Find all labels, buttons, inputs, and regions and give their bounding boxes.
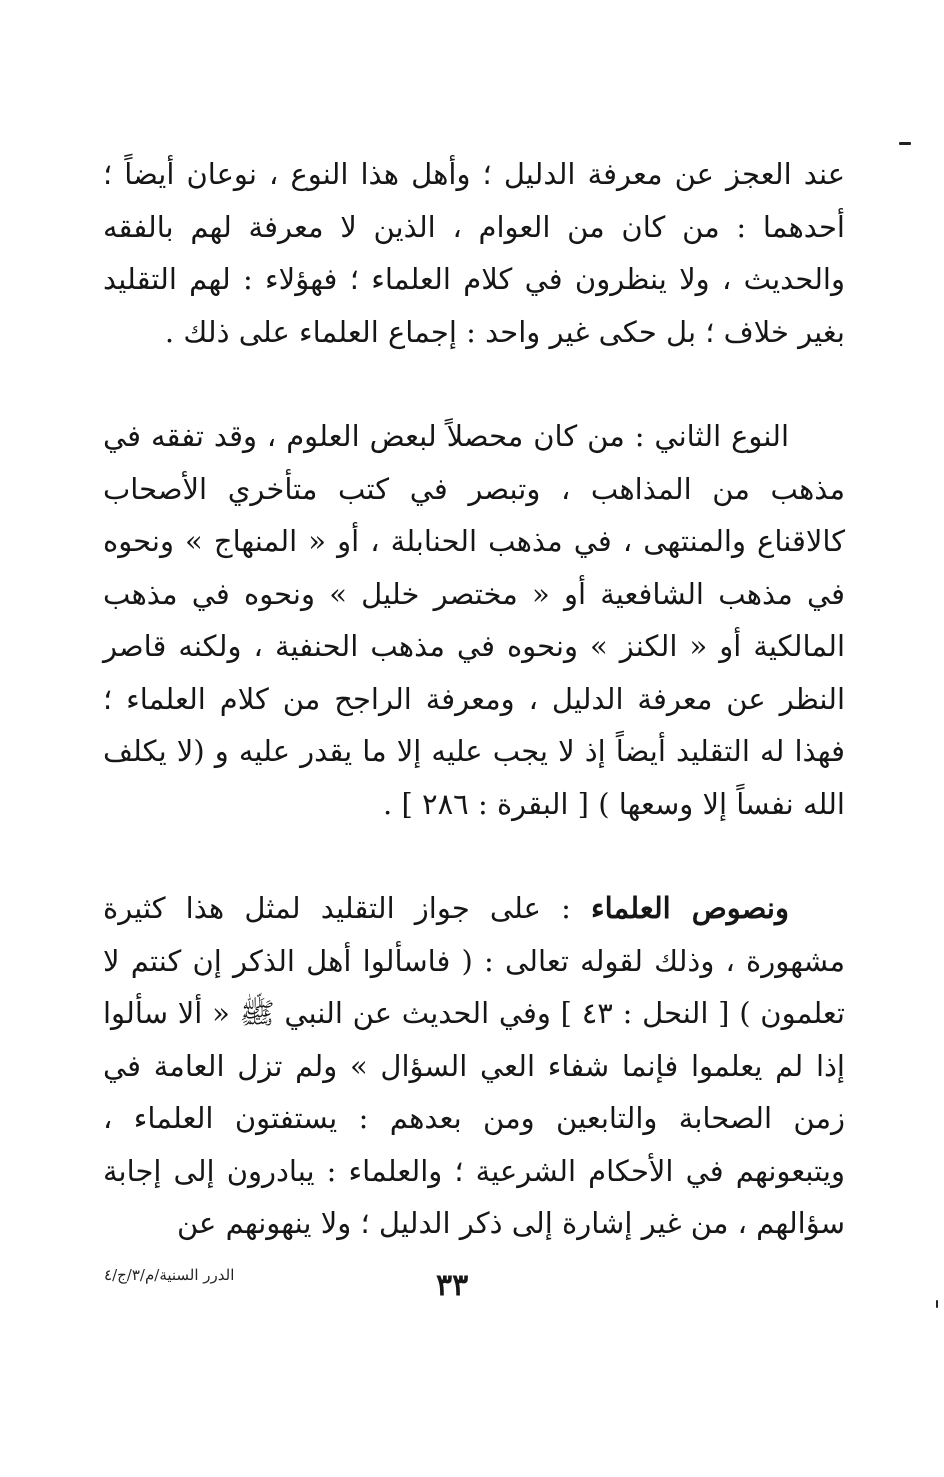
paragraph-3-text: : على جواز التقليد لمثل هذا كثيرة مشهورة ، وذلك لقوله تعالى : ( فاسألوا أهل الذكر إن كنتم لا تعلمون ) [ النحل : ٤٣ ] وفي الحديث عن النبي ﷺ « ألا سألوا إذا لم يعلموا فإنما شفاء العي السؤال » ولم تزل العامة في زمن الصحابة والتابعين ومن بعدهم : يستفتون العلماء ، ويتبعونهم في الأحكام الشرعية ؛ والعلماء : يبادرون إلى إجابة سؤالهم ، من غير إشارة إلى ذكر الدليل ؛ ولا ينهونهم عن — [103, 891, 845, 1240]
source-reference: الدرر السنية/م/٣/ج/٤ — [104, 1266, 235, 1284]
paragraph-3-lead: ونصوص العلماء — [591, 891, 789, 925]
paragraph-2: النوع الثاني : من كان محصلاً لبعض العلوم ، وقد تفقه في مذهب من المذاهب ، وتبصر في كتب متأخري الأصحاب كالاقناع والمنتهى ، في مذهب الحنابلة ، أو « المنهاج » ونحوه في مذهب الشافعية أو « مختصر خليل » ونحوه في مذهب المالكية أو « الكنز » ونحوه في مذهب الحنفية ، ولكنه قاصر النظر عن معرفة الدليل ، ومعرفة الراجح من كلام العلماء ؛ فهذا له التقليد أيضاً إذ لا يجب عليه إلا ما يقدر عليه و (لا يكلف الله نفساً إلا وسعها ) [ البقرة : ٢٨٦ ] . — [103, 419, 845, 821]
paragraph-1: عند العجز عن معرفة الدليل ؛ وأهل هذا النوع ، نوعان أيضاً ؛ أحدهما : من كان من العوام ، الذين لا معرفة لهم بالفقه والحديث ، ولا ينظرون في كلام العلماء ؛ فهؤلاء : لهم التقليد بغير خلاف ؛ بل حكى غير واحد : إجماع العلماء على ذلك . — [103, 157, 845, 349]
scan-mark — [899, 142, 911, 145]
page-body — [103, 148, 845, 1250]
page-number: ٣٣ — [436, 1268, 469, 1303]
paragraph-3 — [103, 882, 845, 1250]
scan-mark — [936, 1300, 938, 1308]
